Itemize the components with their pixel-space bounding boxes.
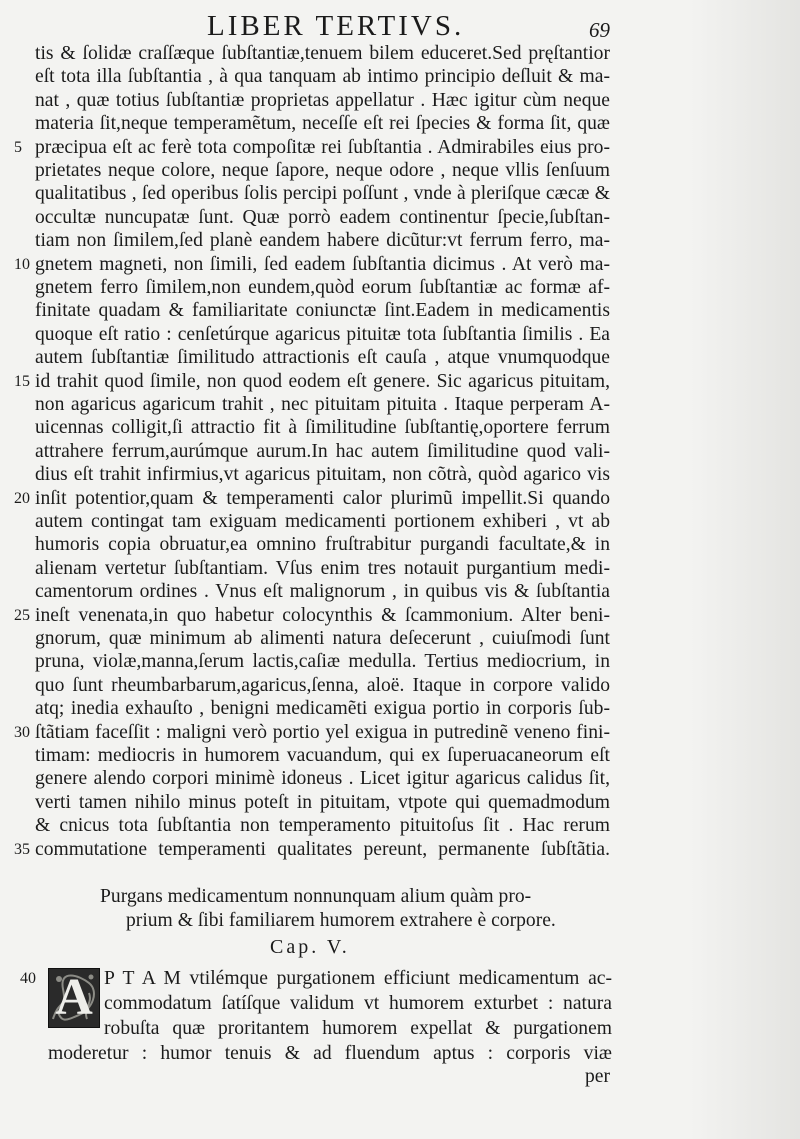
chapter-text-line: moderetur : humor tenuis & ad fluendum aptus : corporis viæ [48,1043,612,1064]
text-line: finitate quadam & familiaritate coniunctæ ſint.Eadem in medicamentis [35,300,610,322]
text-line: atq; inedia exhauſto , benigni medicamẽti exigua portio in corporis ſub- [35,698,610,720]
line-number: 25 [14,606,30,624]
chapter-number: Cap. V. [270,936,350,958]
text-line: ineſt venenata,in quo habetur colocynthis & ſcammonium. Alter beni- [35,604,610,626]
text-line: autem ſubſtantiæ ſimilitudo attractionis eſt cauſa , atque vnumquodque [35,347,610,369]
text-line: qualitatibus , ſed operibus ſolis percipi poſſunt , vnde à pleriſque cæcæ & [35,183,610,205]
text-line: verti tamen nihilo minus poteſt in pituitam, vtpote qui quemadmodum [35,791,610,813]
line-number: 30 [14,723,30,741]
line-number: 15 [14,372,30,390]
decorated-initial [48,968,100,1028]
line-number: 40 [20,970,36,987]
text-line: inſit potentior,quam & temperamenti calor plurimũ impellit.Si quando [35,487,610,509]
chapter-text-line: commodatum ſatíſque validum vt humorem exturbet : natura [104,993,612,1014]
text-line: pruna, violæ,manna,ſerum lactis,caſiæ medulla. Tertius mediocrium, in [35,651,610,673]
text-line: tis & ſolidæ craſſæque ſubſtantiæ,tenuem bilem educeret.Sed pręſtantior [35,43,610,64]
text-line: tiam non ſimilem,ſed planè eandem habere dicũtur:vt ferrum ferro, ma- [35,230,610,252]
text-line: timam: mediocris in humorem vacuandum, qui ex ſuperuacaneorum eſt [35,745,610,766]
chapter-text-line: P T A M vtilémque purgationem efficiunt medicamentum ac- [104,968,612,989]
running-head: LIBER TERTIVS. [207,10,465,42]
text-line: uicennas colligit,ſi attractio fit à ſimilitudine ſubſtantię,oportere ferrum [35,417,610,439]
page-number: 69 [589,18,610,42]
text-line: occultæ nuncupatæ ſunt. Quæ porrò eadem continentur ſpecie,ſubſtan- [35,206,610,228]
text-line: camentorum ordines . Vnus eſt malignorum , in quibus vis & ſubſtantia [35,581,610,603]
chapter-heading-line-2: prium & ſibi familiarem humorem extrahere è corpore. [126,910,556,931]
text-line: materia ſit,neque temperamẽtum, neceſſe eſt rei ſpecies & forma ſit, quæ [35,113,610,135]
text-line: gnetem magneti, non ſimili, ſed eadem ſubſtantia dicimus . At verò ma- [35,253,610,275]
text-line: gnorum, quæ minimum ab alimenti natura deſecerunt , cuiuſmodi ſunt [35,628,610,649]
text-line: & cnicus tota ſubſtantia non temperamento pituitoſus ſit . Hac rerum [35,815,610,837]
text-line: gnetem ferro ſimilem,non eundem,quòd eorum ſubſtantiæ ac formæ af- [35,277,610,298]
text-line: commutatione temperamenti qualitates pereunt, permanente ſubſtãtia. [35,838,610,860]
text-line: non agaricus agaricum trahit , nec pituitam pituita . Itaque perperam A- [35,394,610,415]
text-line: præcipua eſt ac ferè tota compoſitæ rei ſubſtantia . Admirabiles eius pro- [35,136,610,158]
initial-letter: A [55,969,93,1026]
text-line: dius eſt trahit infirmius,vt agaricus pituitam, non cõtrà, quòd agarico vis [35,464,610,486]
text-line: attrahere ferrum,aurúmque aurum.In hac autem ſimilitudine quod vali- [35,440,610,462]
chapter-text-line: robuſta quæ proritantem humorem expellat & purgationem [104,1018,612,1039]
page-edge-shadow [690,0,800,1139]
text-line: quo ſunt rheumbarbarum,agaricus,ſenna, aloë. Itaque in corpore valido [35,674,610,696]
text-line: alienam vertetur ſubſtantiam. Vſus enim tres notauit purgantium medi- [35,557,610,579]
text-line: quoque eſt ratio : cenſetúrque agaricus pituitæ tota ſubſtantia ſimilis . Ea [35,323,610,345]
text-line: nat , quæ totius ſubſtantiæ proprietas appellatur . Hæc igitur cùm neque [35,89,610,111]
text-line: eſt tota illa ſubſtantia , à qua tanquam ab intimo principio deſluit & ma- [35,66,610,88]
line-number: 35 [14,840,30,858]
line-number: 20 [14,489,30,507]
text-line: autem contingat tam exiguam medicamenti portionem exhiberi , vt ab [35,511,610,532]
text-line: genere alendo corpori minimè idoneus . Licet igitur agaricus calidus ſit, [35,768,610,790]
text-line: id trahit quod ſimile, non quod eodem eſt genere. Sic agaricus pituitam, [35,370,610,392]
text-line: ſtãtiam faceſſit : maligni verò portio yel exigua in putredinẽ veneno fini- [35,721,610,743]
text-line: prietates neque colore, neque ſapore, neque odore , neque vllis ſenſuum [35,160,610,181]
line-number: 5 [14,138,22,156]
line-number: 10 [14,255,30,273]
text-line: humoris copia obruatur,ea omnino fruſtrabitur purgandi facultate,& in [35,534,610,556]
chapter-heading-line-1: Purgans medicamentum nonnunquam alium quàm pro- [100,886,532,907]
catchword: per [585,1066,611,1087]
